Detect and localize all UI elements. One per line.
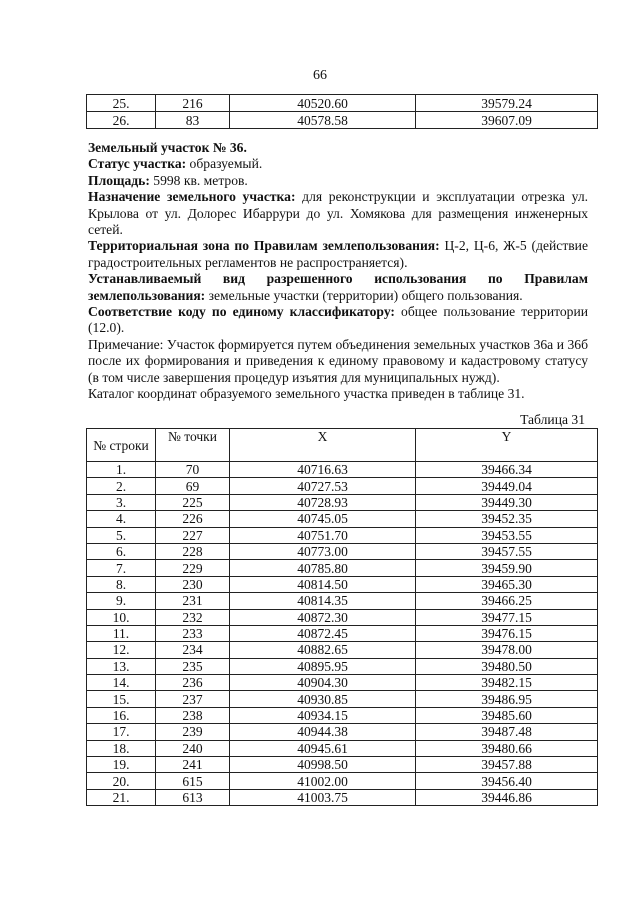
point-number: 226 (156, 511, 230, 527)
y-coordinate: 39480.50 (416, 658, 598, 674)
point-number: 83 (156, 112, 230, 129)
status-line: Статус участка: образуемый. (88, 156, 263, 172)
row-number: 15. (87, 691, 156, 707)
table-row (87, 593, 598, 609)
x-coordinate: 40785.80 (230, 560, 416, 576)
row-number: 17. (87, 724, 156, 740)
point-number: 225 (156, 494, 230, 510)
y-coordinate: 39457.88 (416, 757, 598, 773)
note: Примечание: Участок формируется путем объединения земельных участков 36а и 36б после их формирования и приведения к единому правовому и кадастровому статусу (в том числе завершения процедур изъятия для муниципальных нужд). (88, 336, 588, 385)
point-number: 615 (156, 773, 230, 789)
row-number: 19. (87, 757, 156, 773)
row-number: 7. (87, 560, 156, 576)
table-row (87, 691, 598, 707)
point-number: 227 (156, 527, 230, 543)
row-number: 25. (87, 95, 156, 112)
y-coordinate: 39456.40 (416, 773, 598, 789)
zone-line: Территориальная зона по Правилам землепользования: Ц-2, Ц-6, Ж-5 (действие градостроительных регламентов не распространяется). (88, 238, 588, 270)
x-coordinate: 40727.53 (230, 478, 416, 494)
x-coordinate: 40895.95 (230, 658, 416, 674)
y-coordinate: 39466.34 (416, 462, 598, 478)
x-coordinate: 40751.70 (230, 527, 416, 543)
row-number: 8. (87, 576, 156, 592)
y-coordinate: 39579.24 (416, 95, 598, 112)
point-number: 228 (156, 543, 230, 559)
x-coordinate: 41002.00 (230, 773, 416, 789)
point-number: 70 (156, 462, 230, 478)
header-y: Y (416, 429, 598, 462)
point-number: 230 (156, 576, 230, 592)
x-coordinate: 40944.38 (230, 724, 416, 740)
table-row (87, 625, 598, 641)
header-x: X (230, 429, 416, 462)
y-coordinate: 39459.90 (416, 560, 598, 576)
row-number: 6. (87, 543, 156, 559)
y-coordinate: 39482.15 (416, 675, 598, 691)
x-coordinate: 40520.60 (230, 95, 416, 112)
table-row (87, 740, 598, 756)
x-coordinate: 40998.50 (230, 757, 416, 773)
table-row (87, 789, 598, 805)
point-number: 234 (156, 642, 230, 658)
row-number: 14. (87, 675, 156, 691)
table-row (87, 511, 598, 527)
y-coordinate: 39487.48 (416, 724, 598, 740)
x-coordinate: 40872.30 (230, 609, 416, 625)
area-line: Площадь: 5998 кв. метров. (88, 172, 248, 188)
row-number: 5. (87, 527, 156, 543)
row-number: 26. (87, 112, 156, 129)
point-number: 232 (156, 609, 230, 625)
point-number: 237 (156, 691, 230, 707)
table-caption: Таблица 31 (520, 412, 585, 427)
table-row (87, 527, 598, 543)
row-number: 12. (87, 642, 156, 658)
x-coordinate: 40814.35 (230, 593, 416, 609)
header-point-number: № точки (156, 429, 230, 462)
y-coordinate: 39446.86 (416, 789, 598, 805)
previous-table-continuation (86, 94, 598, 129)
y-coordinate: 39480.66 (416, 740, 598, 756)
point-number: 238 (156, 707, 230, 723)
plot-description (88, 140, 588, 403)
table-row (87, 642, 598, 658)
catalog-line: Каталог координат образуемого земельного участка приведен в таблице 31. (88, 386, 525, 402)
page-number: 66 (313, 68, 327, 83)
row-number: 4. (87, 511, 156, 527)
row-number: 3. (87, 494, 156, 510)
x-coordinate: 40578.58 (230, 112, 416, 129)
table-row (87, 724, 598, 740)
point-number: 240 (156, 740, 230, 756)
y-coordinate: 39449.30 (416, 494, 598, 510)
table-row (87, 462, 598, 478)
table-row (87, 773, 598, 789)
table-row (87, 658, 598, 674)
y-coordinate: 39465.30 (416, 576, 598, 592)
x-coordinate: 41003.75 (230, 789, 416, 805)
point-number: 613 (156, 789, 230, 805)
y-coordinate: 39485.60 (416, 707, 598, 723)
row-number: 11. (87, 625, 156, 641)
x-coordinate: 40930.85 (230, 691, 416, 707)
y-coordinate: 39486.95 (416, 691, 598, 707)
table-row (87, 543, 598, 559)
x-coordinate: 40945.61 (230, 740, 416, 756)
row-number: 18. (87, 740, 156, 756)
x-coordinate: 40904.30 (230, 675, 416, 691)
row-number: 10. (87, 609, 156, 625)
y-coordinate: 39457.55 (416, 543, 598, 559)
table-row (87, 560, 598, 576)
table-row (87, 609, 598, 625)
table-row (87, 707, 598, 723)
header-row-number: № строки (87, 429, 156, 462)
point-number: 236 (156, 675, 230, 691)
y-coordinate: 39449.04 (416, 478, 598, 494)
row-number: 2. (87, 478, 156, 494)
y-coordinate: 39452.35 (416, 511, 598, 527)
row-number: 21. (87, 789, 156, 805)
y-coordinate: 39477.15 (416, 609, 598, 625)
x-coordinate: 40882.65 (230, 642, 416, 658)
x-coordinate: 40716.63 (230, 462, 416, 478)
row-number: 1. (87, 462, 156, 478)
y-coordinate: 39476.15 (416, 625, 598, 641)
x-coordinate: 40773.00 (230, 543, 416, 559)
point-number: 231 (156, 593, 230, 609)
row-number: 20. (87, 773, 156, 789)
table-header-row (87, 429, 598, 462)
row-number: 13. (87, 658, 156, 674)
code-line: Соответствие коду по единому классификатору: общее пользование территории (12.0). (88, 304, 588, 336)
coordinates-table (86, 428, 598, 806)
table-row (87, 95, 598, 112)
y-coordinate: 39453.55 (416, 527, 598, 543)
purpose-line: Назначение земельного участка: для реконструкции и эксплуатации отрезка ул. Крылова от ул. Долорес Ибаррури до ул. Хомякова для размещения инженерных сетей. (88, 189, 588, 238)
x-coordinate: 40934.15 (230, 707, 416, 723)
point-number: 239 (156, 724, 230, 740)
x-coordinate: 40872.45 (230, 625, 416, 641)
point-number: 229 (156, 560, 230, 576)
point-number: 69 (156, 478, 230, 494)
table-row (87, 112, 598, 129)
table-row (87, 576, 598, 592)
row-number: 9. (87, 593, 156, 609)
point-number: 233 (156, 625, 230, 641)
y-coordinate: 39607.09 (416, 112, 598, 129)
x-coordinate: 40814.50 (230, 576, 416, 592)
table-row (87, 494, 598, 510)
use-line: Устанавливаемый вид разрешенного использования по Правилам землепользования: земельные участки (территории) общего пользования. (88, 271, 588, 303)
plot-title: Земельный участок № 36. (88, 140, 247, 155)
point-number: 216 (156, 95, 230, 112)
y-coordinate: 39466.25 (416, 593, 598, 609)
table-row (87, 757, 598, 773)
point-number: 241 (156, 757, 230, 773)
x-coordinate: 40745.05 (230, 511, 416, 527)
table-row (87, 675, 598, 691)
point-number: 235 (156, 658, 230, 674)
y-coordinate: 39478.00 (416, 642, 598, 658)
x-coordinate: 40728.93 (230, 494, 416, 510)
table-row (87, 478, 598, 494)
row-number: 16. (87, 707, 156, 723)
